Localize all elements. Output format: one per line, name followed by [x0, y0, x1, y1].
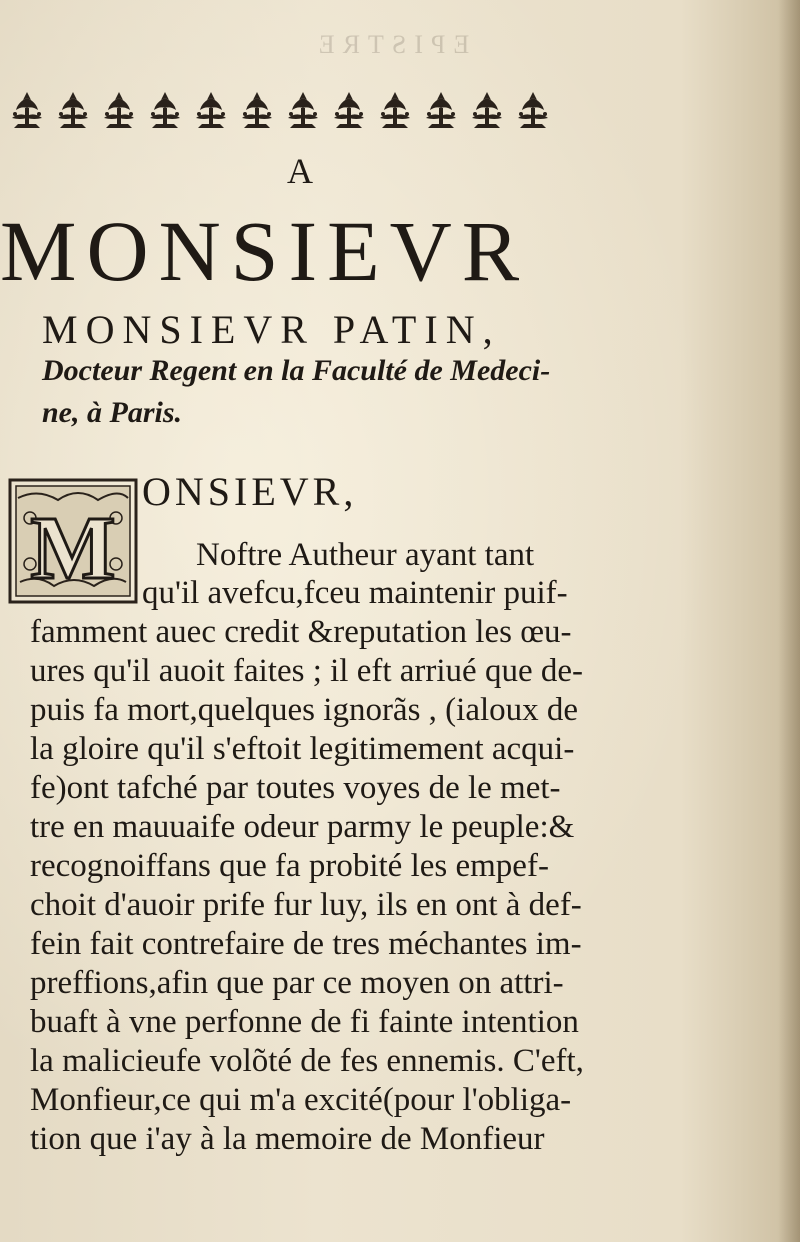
body-line: la malicieufe volõté de fes ennemis. C'eft,: [30, 1043, 584, 1079]
fleuron-icon: [236, 88, 278, 134]
addressee: [42, 350, 602, 434]
body-first-line: Noftre Autheur ayant tant: [196, 537, 535, 573]
fleuron-ornament-row: [6, 84, 566, 134]
fleuron-icon: [466, 88, 508, 134]
page-edge-shadow: [778, 0, 800, 1242]
body-line: buaft à vne perfonne de fi fainte intention: [30, 1004, 579, 1040]
fleuron-icon: [374, 88, 416, 134]
fleuron-icon: [98, 88, 140, 134]
body-line: choit d'auoir prife fur luy, ils en ont à def-: [30, 887, 582, 923]
fleuron-icon: [144, 88, 186, 134]
body-line: preffions,afin que par ce moyen on attri-: [30, 965, 564, 1001]
fleuron-icon: [512, 88, 554, 134]
fleuron-icon: [420, 88, 462, 134]
addressee-line: ne, à Paris.: [42, 396, 183, 429]
greeting: ONSIEVR,: [142, 469, 358, 514]
body-line: recognoiffans que fa probité les empef-: [30, 848, 549, 884]
body-line: la gloire qu'il s'eftoit legitimement acqui-: [30, 731, 575, 767]
fleuron-icon: [282, 88, 324, 134]
fleuron-icon: [190, 88, 232, 134]
body-line: famment auec credit &reputation les œu-: [30, 614, 572, 650]
fleuron-icon: [52, 88, 94, 134]
title-sub: MONSIEVR PATIN,: [42, 307, 501, 352]
body-line: fe)ont tafché par toutes voyes de le met-: [30, 770, 561, 806]
body-line: qu'il avefcu,fceu maintenir puif-: [142, 575, 568, 611]
addressee-line: Docteur Regent en la Faculté de Medeci-: [42, 354, 551, 387]
body-line: tre en mauuaife odeur parmy le peuple:&: [30, 809, 575, 845]
show-through-text: EPISTRE: [310, 30, 470, 59]
body-line: puis fa mort,quelques ignorãs , (ialoux de: [30, 692, 579, 728]
body-line: fein fait contrefaire de tres méchantes im-: [30, 926, 582, 962]
body-line: ures qu'il auoit faites ; il eft arriué que de-: [30, 653, 583, 689]
fleuron-icon: [6, 88, 48, 134]
dropcap-letter: M: [30, 499, 116, 598]
body-line: tion que i'ay à la memoire de Monfieur: [30, 1121, 545, 1157]
title-main: MONSIEVR: [0, 203, 530, 299]
fleuron-icon: [328, 88, 370, 134]
salutation: A: [287, 151, 313, 191]
body-text: [30, 574, 630, 1159]
body-line: Monfieur,ce qui m'a excité(pour l'obliga-: [30, 1082, 572, 1118]
